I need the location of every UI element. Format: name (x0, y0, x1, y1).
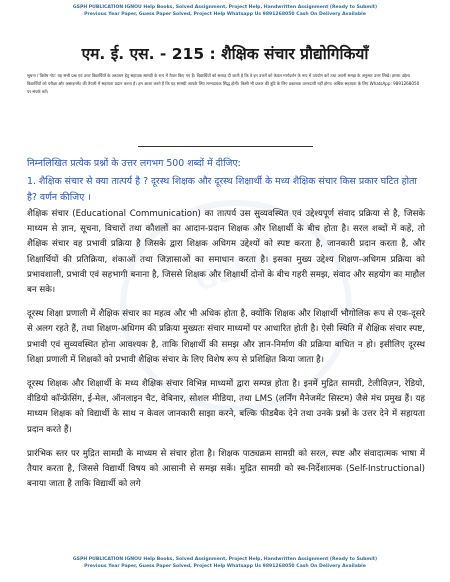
page-title: एम. ई. एस. - 215 : शैक्षिक संचार प्रौद्योगिकियाँ (81, 45, 369, 63)
footer-line-2: Previous Year Paper, Guess Paper Solved, Project Help Whatsapp Us 9891268050 Cash On Delivery Available (84, 564, 366, 569)
paragraph: दूरस्थ शिक्षक और शिक्षार्थी के मध्य शैक्षिक संचार विभिन्न माध्यमों द्वारा सम्पन्न होता है। इनमें मुद्रित सामग्री, टेलीविज़न, रेडियो, वीडियो कॉन्फ्रेंसिंग, ई-मेल, ऑनलाइन चैट, वेबिनार, सोशल मीडिया, तथा LMS (लर्निंग मैनेजमेंट सिस्टम) जैसे मंच प्रमुख हैं। यह माध्यम शिक्षक को विद्यार्थी के साथ न केवल जानकारी साझा करने, बल्कि फीडबैक देने तथा उनके प्रश्नों के उत्तर देने में सहायता प्रदान करते हैं। (27, 379, 425, 435)
paragraph: दूरस्थ शिक्षा प्रणाली में शैक्षिक संचार का महत्व और भी अधिक होता है, क्योंकि शिक्षक और शिक्षार्थी भौगोलिक रूप से एक-दूसरे से अलग रहते हैं, तथा शिक्षण-अधिगम की प्रक्रिया मुख्यतः संचार माध्यमों पर आधारित होती है। ऐसी स्थिति में शैक्षिक संचार स्पष्ट, प्रभावी एवं सुव्यवस्थित होना आवश्यक है, ताकि शिक्षार्थी की समझ और ज्ञान-निर्माण की प्रक्रिया बाधित न हो। इसीलिए दूरस्थ शिक्षा प्रणाली में शिक्षकों को प्रभावी शैक्षिक संचार के लिए विशेष रूप से प्रशिक्षित किया जाता है। (27, 309, 425, 365)
answer-body (27, 207, 425, 501)
page-footer (0, 556, 450, 570)
disclaimer-note: सूचना / विशेष नोट: यह सभी प्रश्न एवं उत्तर विद्यार्थियों के अध्ययन हेतु सहायक सामग्री के रूप में तैयार किए गए हैं। विद्यार्थियों को सलाह दी जाती है कि वे इन उत्तरों को केवल मार्गदर्शन के रूप में उपयोग करें तथा अपनी समझ के अनुसार उत्तर लिखें। हमारा उद्देश्य विद्यार्थियों को परीक्षा और असाइनमेंट की तैयारी में सहायता प्रदान करना है। हम आशा करते हैं कि यह सामग्री आपके लिए लाभदायक सिद्ध होगी। किसी भी प्रकार की त्रुटि के लिए प्रकाशक उत्तरदायी नहीं होगा। अधिक सहायता के लिए WhatsApp: 9891268050 पर संपर्क करें। (27, 73, 420, 95)
paragraph: शैक्षिक संचार (Educational Communication) का तात्पर्य उस सुव्यवस्थित एवं उद्देश्यपूर्ण संवाद प्रक्रिया से है, जिसके माध्यम से ज्ञान, सूचना, विचारों तथा कौशलों का आदान-प्रदान शिक्षक और शिक्षार्थी के बीच होता है। सरल शब्दों में कहें, तो शैक्षिक संचार वह प्रभावी प्रक्रिया है जिसके द्वारा शिक्षक अधिगम उद्देश्यों को स्पष्ट करता है, जानकारी प्रदान करता है, और शिक्षार्थियों की प्रतिक्रिया, शंकाओं तथा जिज्ञासाओं का समाधान करता है। इसका मुख्य उद्देश्य शिक्षण-अधिगम प्रक्रिया को प्रभावशाली, प्रभावी एवं सहभागी बनाना है, जिससे शिक्षक और शिक्षार्थी दोनों के बीच गहरी समझ, संवाद और सहयोग का माहौल बन सके। (27, 209, 425, 296)
header-line-2: Previous Year Paper, Guess Paper Solved, Project Help Whatsapp Us 9891268050 Cash On Delivery Available (84, 12, 366, 17)
divider (138, 146, 313, 147)
paragraph: प्रारंभिक स्तर पर मुद्रित सामग्री के माध्यम से संचार होता है। शिक्षक पाठ्यक्रम सामग्री को सरल, स्पष्ट और संवादात्मक भाषा में तैयार करता है, जिससे विद्यार्थी विषय को आसानी से समझ सकें। मुद्रित सामग्री को स्व-निर्देशात्मक (Self-Instructional) बनाया जाता है ताकि विद्यार्थी को लगे (27, 448, 425, 490)
instruction-heading: निम्नलिखित प्रत्येक प्रश्नों के उत्तर लगभग 500 शब्दों में दीजिए: (27, 158, 241, 169)
watermark-logo: GSPH (191, 242, 279, 298)
question-heading: 1. शैक्षिक संचार से क्या तात्पर्य है ? दूरस्थ शिक्षक और दूरस्थ शिक्षार्थी के मध्य शैक्षिक संचार किस प्रकार घटित होता है? वर्णन कीजिए । (27, 176, 417, 203)
footer-line-1: GSPH PUBLICATION IGNOU Help Books, Solved Assignment, Project Help, Handwritten Assignment (Ready to Submit) (72, 557, 378, 562)
header-line-1: GSPH PUBLICATION IGNOU Help Books, Solved Assignment, Project Help, Handwritten Assignment (Ready to Submit) (72, 5, 378, 10)
page-header (0, 4, 450, 18)
